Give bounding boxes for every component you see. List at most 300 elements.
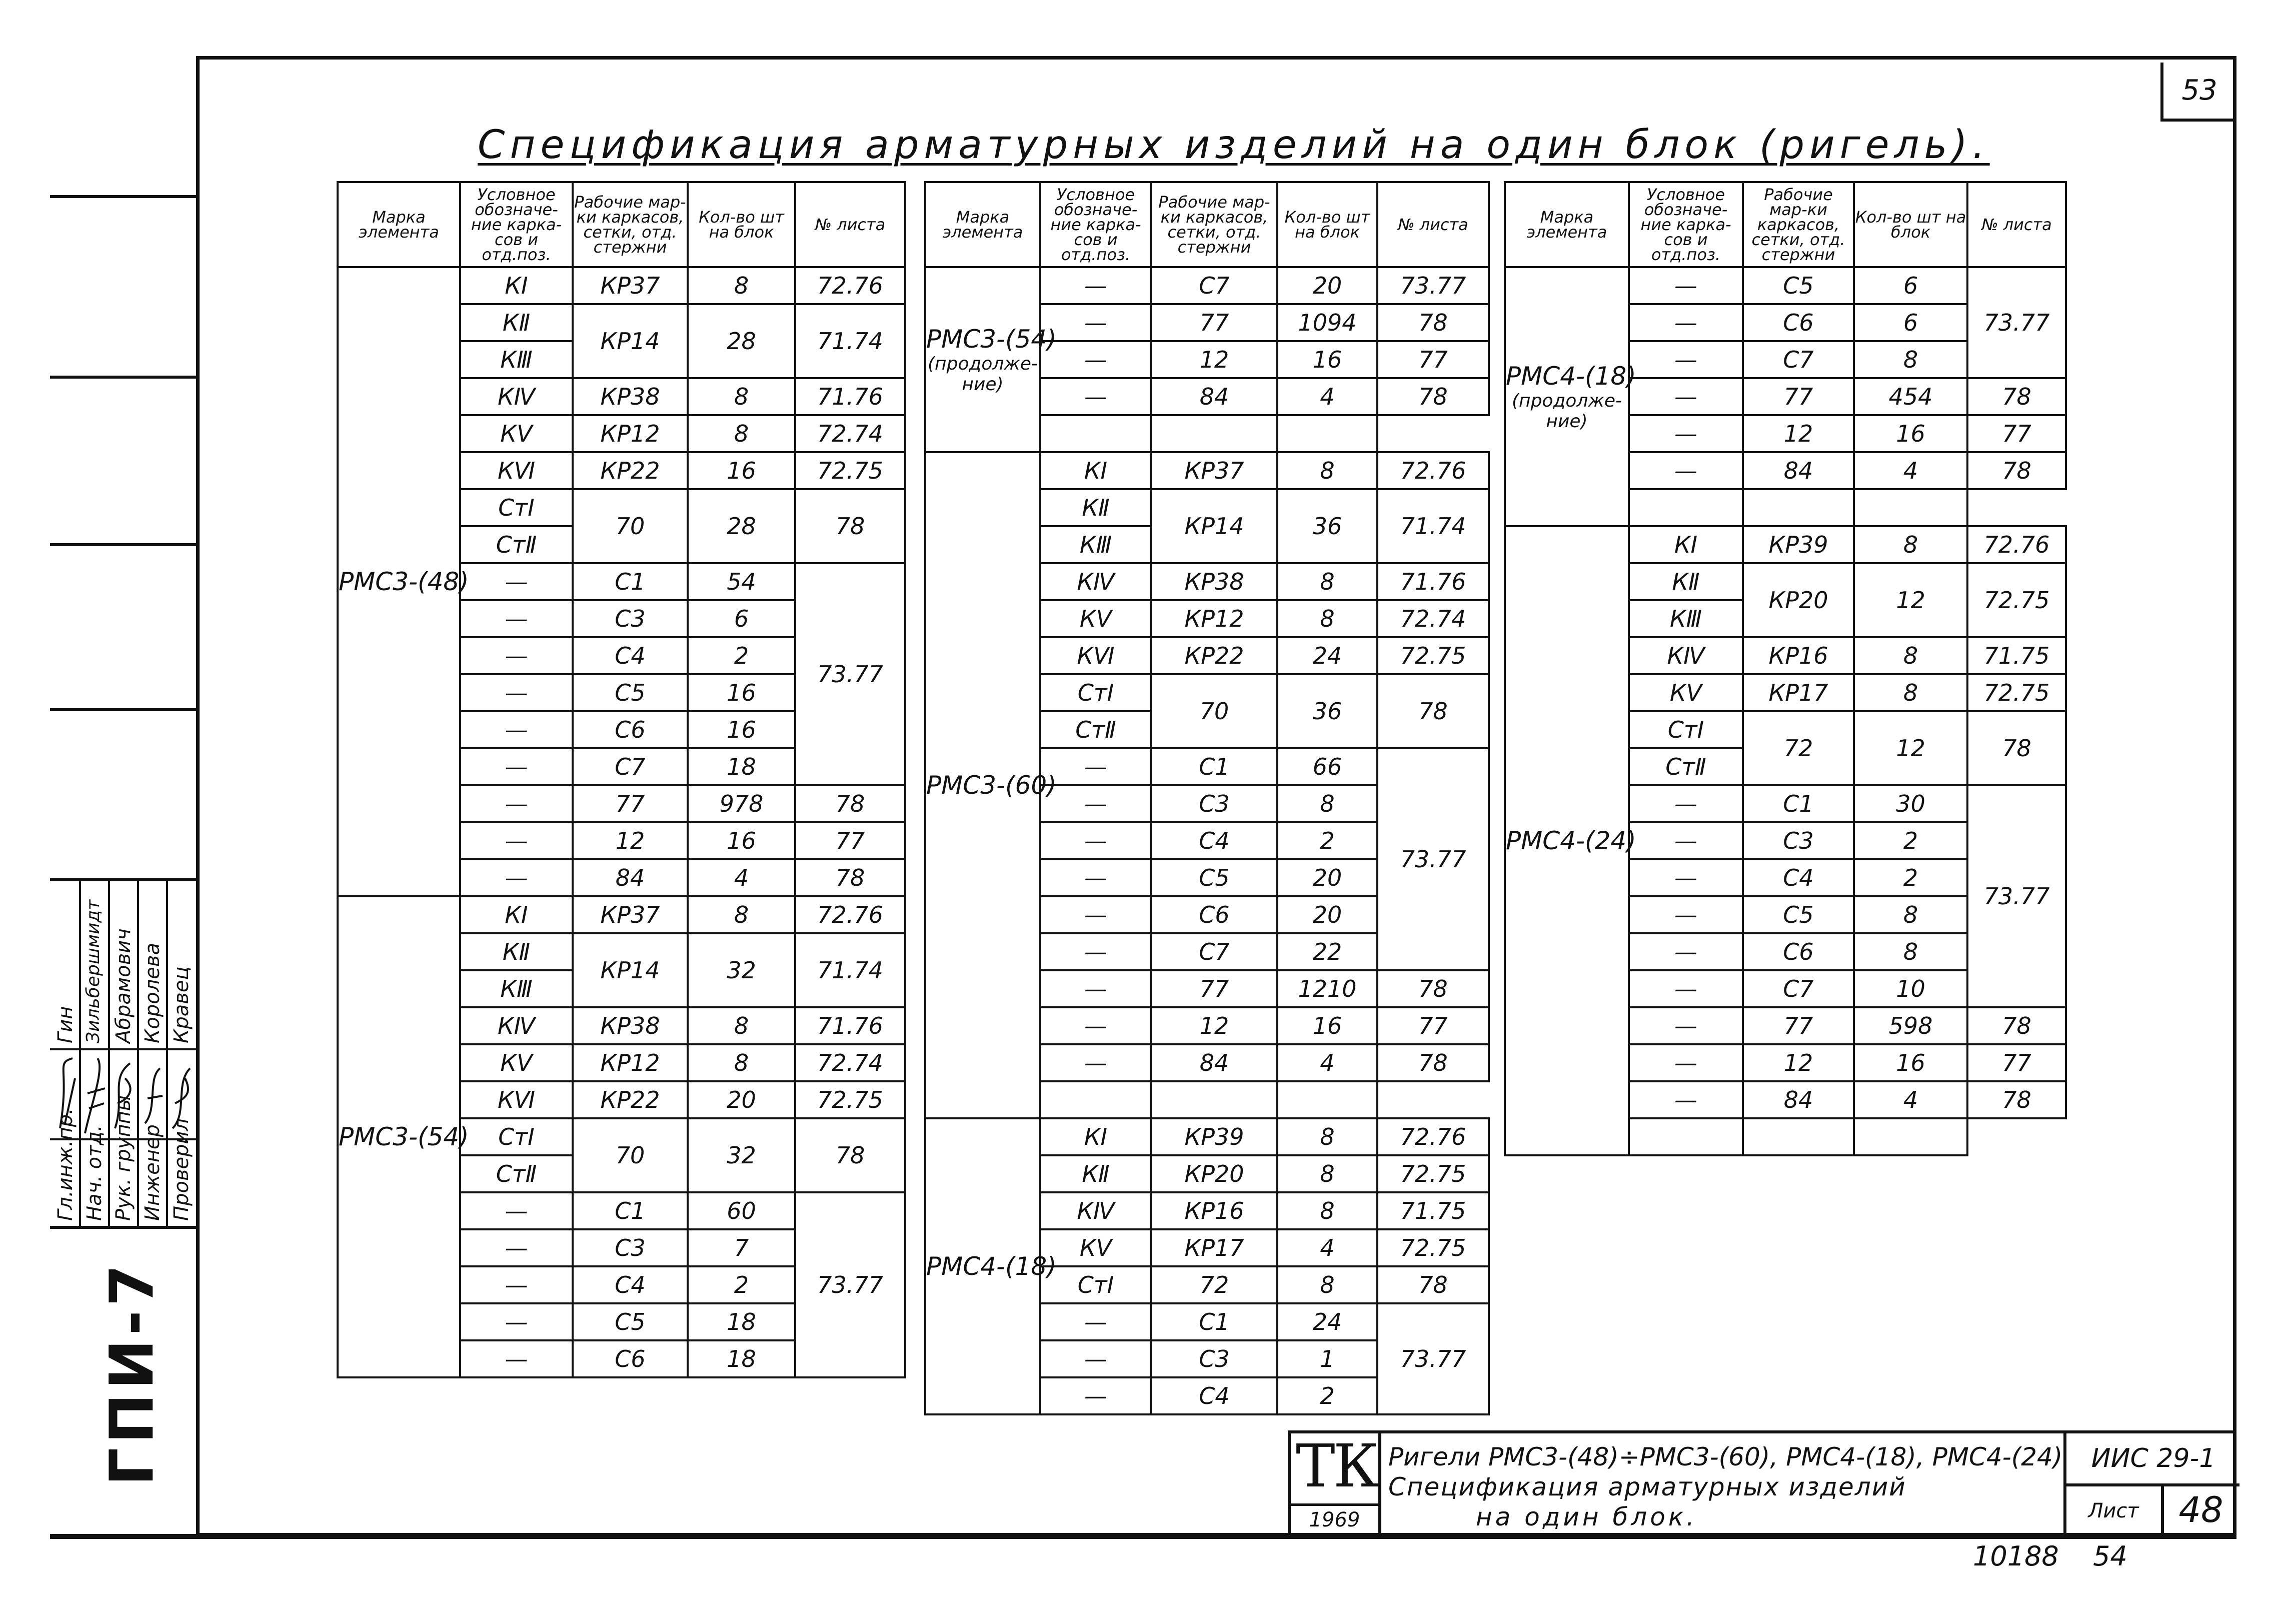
designation-cell: КⅤ <box>460 1044 573 1081</box>
designation-cell: — <box>1040 1007 1151 1044</box>
spec-table-2 <box>924 181 1490 1415</box>
quantity-cell: 8 <box>1854 526 1967 563</box>
quantity-cell: 36 <box>1277 674 1377 748</box>
sheet-number-cell: 77 <box>1377 341 1489 378</box>
working-mark-cell: КР38 <box>573 1007 688 1044</box>
designation-cell: КⅡ <box>1629 563 1743 600</box>
designation-cell: СтⅠ <box>460 489 573 526</box>
sheet-number-cell: 72.75 <box>1377 1229 1489 1266</box>
designation-cell: — <box>460 748 573 785</box>
sheet-number-cell: 73.77 <box>1377 748 1489 970</box>
quantity-cell: 16 <box>688 711 795 748</box>
sheet-number-cell: 72.75 <box>1377 637 1489 674</box>
designation-cell: — <box>1040 859 1151 896</box>
quantity-cell: 2 <box>1854 822 1967 859</box>
designation-cell: — <box>1040 933 1151 970</box>
quantity-cell: 7 <box>688 1229 795 1266</box>
working-mark-cell: КР37 <box>573 896 688 933</box>
working-mark-cell: 77 <box>1151 304 1277 341</box>
title-block <box>1288 1430 2236 1536</box>
quantity-cell: 30 <box>1854 785 1967 822</box>
working-mark-cell: С7 <box>1743 341 1854 378</box>
designation-cell: КⅥ <box>460 1081 573 1118</box>
working-mark-cell: КР16 <box>1743 637 1854 674</box>
designation-cell: — <box>1629 970 1743 1007</box>
sheet-number-cell: 73.77 <box>1967 785 2066 1007</box>
sheet-number-cell: 71.76 <box>795 1007 905 1044</box>
designation-cell: — <box>1040 341 1151 378</box>
working-mark-cell: С7 <box>1151 267 1277 304</box>
side-name-1: Гин <box>54 1006 77 1043</box>
title-block-logo: ТК <box>1296 1431 1377 1500</box>
quantity-cell: 8 <box>1277 1155 1377 1192</box>
sheet-number-cell: 77 <box>1377 1007 1489 1044</box>
designation-cell: — <box>1040 267 1151 304</box>
quantity-cell: 8 <box>1854 933 1967 970</box>
working-mark-cell: КР14 <box>573 933 688 1007</box>
sheet-number-cell: 77 <box>1967 1044 2066 1081</box>
quantity-cell: 8 <box>1854 674 1967 711</box>
quantity-cell: 6 <box>1854 267 1967 304</box>
sheet-number-cell: 72.74 <box>795 1044 905 1081</box>
working-mark-cell: С1 <box>1151 748 1277 785</box>
quantity-cell: 4 <box>1854 452 1967 489</box>
sheet-number-cell: 72.74 <box>1377 600 1489 637</box>
title-block-sheet-label: Лист <box>2088 1499 2139 1522</box>
quantity-cell: 8 <box>688 1044 795 1081</box>
designation-cell: — <box>1629 341 1743 378</box>
working-mark-cell <box>1743 1118 1854 1155</box>
working-mark-cell: С6 <box>573 711 688 748</box>
quantity-cell: 8 <box>688 378 795 415</box>
working-mark-cell: 72 <box>1743 711 1854 785</box>
side-code: ГПИ-7 <box>98 1260 167 1486</box>
designation-cell: КⅠ <box>1040 452 1151 489</box>
designation-cell: — <box>1629 1081 1743 1118</box>
table-row <box>925 1118 1489 1155</box>
designation-cell: СтⅠ <box>1040 1266 1151 1303</box>
spec-table-1 <box>337 181 906 1378</box>
side-role-1: Гл.инж.пр. <box>54 1108 77 1221</box>
sheet-number-cell: 73.77 <box>795 1192 905 1377</box>
quantity-cell: 8 <box>688 1007 795 1044</box>
designation-cell: СтⅡ <box>1629 748 1743 785</box>
title-block-year: 1969 <box>1309 1508 1360 1531</box>
working-mark-cell <box>1743 489 1854 526</box>
designation-cell: — <box>460 711 573 748</box>
working-mark-cell: С5 <box>573 1303 688 1340</box>
quantity-cell: 28 <box>688 304 795 378</box>
sheet-number-cell: 71.76 <box>1377 563 1489 600</box>
designation-cell <box>1040 1081 1151 1118</box>
quantity-cell: 16 <box>688 452 795 489</box>
sheet-number-cell: 73.77 <box>1377 1303 1489 1414</box>
element-mark: РМС4-(18) (продолже-ние) <box>1505 267 1629 526</box>
designation-cell: — <box>1040 822 1151 859</box>
quantity-cell: 1210 <box>1277 970 1377 1007</box>
working-mark-cell: 70 <box>573 489 688 563</box>
working-mark-cell: С4 <box>573 1266 688 1303</box>
header-mark: Марка элемента <box>338 182 460 267</box>
working-mark-cell: 70 <box>1151 674 1277 748</box>
designation-cell: КⅡ <box>1040 1155 1151 1192</box>
working-mark-cell: КР38 <box>1151 563 1277 600</box>
quantity-cell: 4 <box>1854 1081 1967 1118</box>
quantity-cell <box>1277 415 1377 452</box>
working-mark-cell: С5 <box>1743 896 1854 933</box>
header-sheet: № листа <box>795 182 905 267</box>
designation-cell: — <box>1040 970 1151 1007</box>
working-mark-cell: С7 <box>1151 933 1277 970</box>
quantity-cell: 24 <box>1277 637 1377 674</box>
quantity-cell <box>1854 489 1967 526</box>
designation-cell: — <box>1629 1007 1743 1044</box>
designation-cell: — <box>1040 896 1151 933</box>
side-role-3: Рук. группы <box>112 1095 135 1221</box>
quantity-cell: 20 <box>1277 859 1377 896</box>
sheet-number-cell: 72.76 <box>1377 1118 1489 1155</box>
sheet-number-cell: 71.75 <box>1967 637 2066 674</box>
designation-cell: — <box>1629 267 1743 304</box>
working-mark-cell: 12 <box>573 822 688 859</box>
sheet-number-cell: 78 <box>1377 674 1489 748</box>
working-mark-cell: С3 <box>1151 1340 1277 1377</box>
header-designation: Условное обозначе-ние карка-сов и отд.поз. <box>1629 182 1743 267</box>
working-mark-cell: 84 <box>1151 1044 1277 1081</box>
designation-cell: — <box>1040 304 1151 341</box>
quantity-cell: 66 <box>1277 748 1377 785</box>
working-mark-cell: С1 <box>1151 1303 1277 1340</box>
element-mark: РМС4-(18) <box>925 1118 1040 1414</box>
side-name-3: Абрамович <box>112 928 135 1043</box>
designation-cell: — <box>460 785 573 822</box>
sheet-number-cell: 72.76 <box>1377 452 1489 489</box>
working-mark-cell <box>1151 415 1277 452</box>
quantity-cell: 8 <box>1277 1118 1377 1155</box>
header-working: Рабочие мар-ки каркасов, сетки, отд. стержни <box>1743 182 1854 267</box>
quantity-cell: 8 <box>1854 896 1967 933</box>
working-mark-cell: С4 <box>1743 859 1854 896</box>
sheet-number-cell: 72.76 <box>795 896 905 933</box>
working-mark-cell: С1 <box>573 1192 688 1229</box>
working-mark-cell: КР17 <box>1743 674 1854 711</box>
archive-number: 10188 <box>1973 1540 2059 1572</box>
designation-cell: КⅡ <box>1040 489 1151 526</box>
designation-cell: СтⅡ <box>460 1155 573 1192</box>
quantity-cell: 16 <box>1277 1007 1377 1044</box>
quantity-cell: 18 <box>688 1340 795 1377</box>
designation-cell: КⅤ <box>1629 674 1743 711</box>
designation-cell: — <box>1040 748 1151 785</box>
quantity-cell: 8 <box>1277 785 1377 822</box>
quantity-cell: 12 <box>1854 711 1967 785</box>
quantity-cell: 20 <box>1277 896 1377 933</box>
working-mark-cell: КР12 <box>573 415 688 452</box>
quantity-cell: 18 <box>688 1303 795 1340</box>
working-mark-cell: С3 <box>573 600 688 637</box>
designation-cell: КⅣ <box>1040 1192 1151 1229</box>
side-name-2: Зильбершмидт <box>83 899 104 1043</box>
quantity-cell: 28 <box>688 489 795 563</box>
table-row <box>925 452 1489 489</box>
element-mark: РМС3-(54) <box>338 896 460 1377</box>
working-mark-cell: С6 <box>573 1340 688 1377</box>
header-mark: Марка элемента <box>1505 182 1629 267</box>
designation-cell: — <box>460 600 573 637</box>
quantity-cell: 4 <box>1277 378 1377 415</box>
side-role-5: Проверил <box>170 1118 193 1221</box>
working-mark-cell: КР22 <box>573 452 688 489</box>
quantity-cell: 20 <box>1277 267 1377 304</box>
designation-cell: КⅡ <box>460 933 573 970</box>
designation-cell: КⅤ <box>460 415 573 452</box>
quantity-cell: 2 <box>688 637 795 674</box>
working-mark-cell: С5 <box>573 674 688 711</box>
working-mark-cell: 12 <box>1151 341 1277 378</box>
sheet-number-cell: 72.75 <box>1967 563 2066 637</box>
sheet-number-cell: 72.76 <box>795 267 905 304</box>
working-mark-cell: КР12 <box>1151 600 1277 637</box>
designation-cell: КⅥ <box>460 452 573 489</box>
working-mark-cell: С1 <box>1743 785 1854 822</box>
designation-cell: КⅥ <box>1040 637 1151 674</box>
title-block-line3: на один блок. <box>1476 1502 1697 1531</box>
designation-cell <box>1629 1118 1743 1155</box>
sheet-number-cell: 78 <box>1967 1081 2066 1118</box>
designation-cell: — <box>1040 1377 1151 1414</box>
sheet-number-cell: 72.76 <box>1967 526 2066 563</box>
working-mark-cell: С7 <box>573 748 688 785</box>
working-mark-cell: КР14 <box>1151 489 1277 563</box>
working-mark-cell: 77 <box>1151 970 1277 1007</box>
sheet-number-cell: 72.75 <box>795 1081 905 1118</box>
designation-cell: — <box>1040 378 1151 415</box>
quantity-cell: 8 <box>1277 600 1377 637</box>
working-mark-cell: 84 <box>1743 452 1854 489</box>
working-mark-cell: 70 <box>573 1118 688 1192</box>
quantity-cell: 16 <box>1854 415 1967 452</box>
page-number: 53 <box>2160 63 2235 122</box>
working-mark-cell: С7 <box>1743 970 1854 1007</box>
designation-cell: — <box>1629 896 1743 933</box>
designation-cell: — <box>460 1303 573 1340</box>
working-mark-cell: 77 <box>1743 378 1854 415</box>
quantity-cell: 24 <box>1277 1303 1377 1340</box>
quantity-cell: 20 <box>688 1081 795 1118</box>
working-mark-cell: 84 <box>1743 1081 1854 1118</box>
working-mark-cell: КР39 <box>1151 1118 1277 1155</box>
header-designation: Условное обозначе-ние карка-сов и отд.поз. <box>1040 182 1151 267</box>
designation-cell: — <box>1629 452 1743 489</box>
table-row <box>1505 526 2066 563</box>
title-block-line1: Ригели РМС3-(48)÷РМС3-(60), РМС4-(18), РМС4-(24) <box>1388 1442 2063 1471</box>
working-mark-cell: С6 <box>1743 304 1854 341</box>
sheet-number-cell: 71.76 <box>795 378 905 415</box>
working-mark-cell <box>1151 1081 1277 1118</box>
working-mark-cell: С3 <box>1151 785 1277 822</box>
working-mark-cell: 84 <box>573 859 688 896</box>
quantity-cell: 2 <box>688 1266 795 1303</box>
quantity-cell: 8 <box>1277 1192 1377 1229</box>
quantity-cell: 22 <box>1277 933 1377 970</box>
designation-cell: — <box>1629 415 1743 452</box>
quantity-cell: 6 <box>688 600 795 637</box>
side-role-4: Инженер <box>141 1124 164 1221</box>
signatures <box>50 1048 196 1138</box>
designation-cell: КⅣ <box>460 1007 573 1044</box>
designation-cell: — <box>1040 1044 1151 1081</box>
sheet-number-cell: 71.75 <box>1377 1192 1489 1229</box>
designation-cell: — <box>1629 378 1743 415</box>
designation-cell: КⅢ <box>460 341 573 378</box>
sheet-number-cell: 72.75 <box>1377 1155 1489 1192</box>
working-mark-cell: КР20 <box>1151 1155 1277 1192</box>
quantity-cell: 8 <box>1277 452 1377 489</box>
quantity-cell: 2 <box>1854 859 1967 896</box>
designation-cell: — <box>1629 933 1743 970</box>
sheet-number-cell: 72.75 <box>1967 674 2066 711</box>
quantity-cell: 16 <box>688 674 795 711</box>
header-working: Рабочие мар-ки каркасов, сетки, отд. стержни <box>573 182 688 267</box>
sheet-number-cell: 78 <box>1967 1007 2066 1044</box>
element-mark: РМС3-(48) <box>338 267 460 896</box>
title-block-sheet-number: 48 <box>2178 1489 2223 1530</box>
designation-cell: — <box>460 563 573 600</box>
quantity-cell: 10 <box>1854 970 1967 1007</box>
sheet-number-cell: 78 <box>1967 452 2066 489</box>
working-mark-cell: 12 <box>1743 1044 1854 1081</box>
designation-cell <box>1629 489 1743 526</box>
quantity-cell: 978 <box>688 785 795 822</box>
designation-cell: КⅡ <box>460 304 573 341</box>
working-mark-cell: КР22 <box>1151 637 1277 674</box>
quantity-cell: 16 <box>688 822 795 859</box>
designation-cell: СтⅡ <box>1040 711 1151 748</box>
sheet-number-cell: 78 <box>1377 378 1489 415</box>
quantity-cell: 12 <box>1854 563 1967 637</box>
side-role-2: Нач. отд. <box>83 1125 106 1221</box>
designation-cell: СтⅠ <box>1040 674 1151 711</box>
designation-cell <box>1040 415 1151 452</box>
quantity-cell: 2 <box>1277 822 1377 859</box>
working-mark-cell: С1 <box>573 563 688 600</box>
working-mark-cell: 77 <box>573 785 688 822</box>
designation-cell: — <box>1629 859 1743 896</box>
sheet-number-cell: 71.74 <box>795 933 905 1007</box>
sheet-number-cell: 78 <box>795 785 905 822</box>
header-mark: Марка элемента <box>925 182 1040 267</box>
sheet-number-cell: 73.77 <box>1967 267 2066 378</box>
working-mark-cell: С4 <box>1151 822 1277 859</box>
quantity-cell: 8 <box>688 267 795 304</box>
quantity-cell: 32 <box>688 933 795 1007</box>
quantity-cell: 4 <box>688 859 795 896</box>
designation-cell: — <box>1629 822 1743 859</box>
working-mark-cell: С6 <box>1151 896 1277 933</box>
quantity-cell: 8 <box>1277 1266 1377 1303</box>
table-row <box>338 896 905 933</box>
working-mark-cell: С5 <box>1151 859 1277 896</box>
quantity-cell: 16 <box>1854 1044 1967 1081</box>
bottom-page-number: 54 <box>2093 1540 2127 1572</box>
element-mark: РМС3-(60) <box>925 452 1040 1118</box>
quantity-cell: 454 <box>1854 378 1967 415</box>
title-block-code: ИИС 29-1 <box>2091 1443 2216 1473</box>
quantity-cell: 16 <box>1277 341 1377 378</box>
quantity-cell: 2 <box>1277 1377 1377 1414</box>
sheet-number-cell: 78 <box>1967 378 2066 415</box>
continuation-note: (продолже-ние) <box>1512 391 1622 432</box>
designation-cell: — <box>460 859 573 896</box>
quantity-cell: 6 <box>1854 304 1967 341</box>
sheet-number-cell: 78 <box>795 1118 905 1192</box>
designation-cell: — <box>1629 304 1743 341</box>
quantity-cell <box>1854 1118 1967 1155</box>
sheet-number-cell: 78 <box>1377 1044 1489 1081</box>
quantity-cell: 60 <box>688 1192 795 1229</box>
table-row <box>925 267 1489 304</box>
side-name-5: Кравец <box>170 966 193 1043</box>
table-row <box>338 267 905 304</box>
continuation-note: (продолже-ние) <box>928 354 1038 395</box>
working-mark-cell: С3 <box>1743 822 1854 859</box>
working-mark-cell: КР20 <box>1743 563 1854 637</box>
sheet-number-cell: 71.74 <box>795 304 905 378</box>
sheet-number-cell: 73.77 <box>795 563 905 785</box>
working-mark-cell: 72 <box>1151 1266 1277 1303</box>
sheet-number-cell: 78 <box>1377 304 1489 341</box>
designation-cell: СтⅠ <box>1629 711 1743 748</box>
working-mark-cell: КР37 <box>1151 452 1277 489</box>
quantity-cell: 54 <box>688 563 795 600</box>
quantity-cell: 1094 <box>1277 304 1377 341</box>
sheet-number-cell: 78 <box>1377 970 1489 1007</box>
header-qty: Кол-во шт на блок <box>1277 182 1377 267</box>
designation-cell: КⅠ <box>1629 526 1743 563</box>
page-title: Спецификация арматурных изделий на один блок (ригель). <box>478 123 1990 168</box>
designation-cell: — <box>460 1229 573 1266</box>
working-mark-cell: 12 <box>1743 415 1854 452</box>
designation-cell: КⅤ <box>1040 1229 1151 1266</box>
working-mark-cell: КР22 <box>573 1081 688 1118</box>
quantity-cell: 32 <box>688 1118 795 1192</box>
working-mark-cell: 84 <box>1151 378 1277 415</box>
designation-cell: — <box>1040 785 1151 822</box>
designation-cell: КⅣ <box>1629 637 1743 674</box>
designation-cell: — <box>1040 1303 1151 1340</box>
quantity-cell: 8 <box>688 896 795 933</box>
designation-cell: СтⅡ <box>460 526 573 563</box>
side-name-4: Королева <box>141 943 164 1043</box>
working-mark-cell: КР14 <box>573 304 688 378</box>
working-mark-cell: С4 <box>573 637 688 674</box>
sheet-number-cell: 77 <box>1967 415 2066 452</box>
quantity-cell: 8 <box>1854 637 1967 674</box>
header-sheet: № листа <box>1967 182 2066 267</box>
header-qty: Кол-во шт на блок <box>1854 182 1967 267</box>
side-stamp <box>50 195 196 1537</box>
designation-cell: КⅠ <box>460 896 573 933</box>
designation-cell: — <box>460 674 573 711</box>
working-mark-cell: КР38 <box>573 378 688 415</box>
header-qty: Кол-во шт на блок <box>688 182 795 267</box>
sheet-number-cell: 78 <box>795 489 905 563</box>
designation-cell: — <box>1629 1044 1743 1081</box>
sheet-number-cell: 72.74 <box>795 415 905 452</box>
working-mark-cell: С5 <box>1743 267 1854 304</box>
designation-cell: — <box>460 1192 573 1229</box>
quantity-cell: 598 <box>1854 1007 1967 1044</box>
